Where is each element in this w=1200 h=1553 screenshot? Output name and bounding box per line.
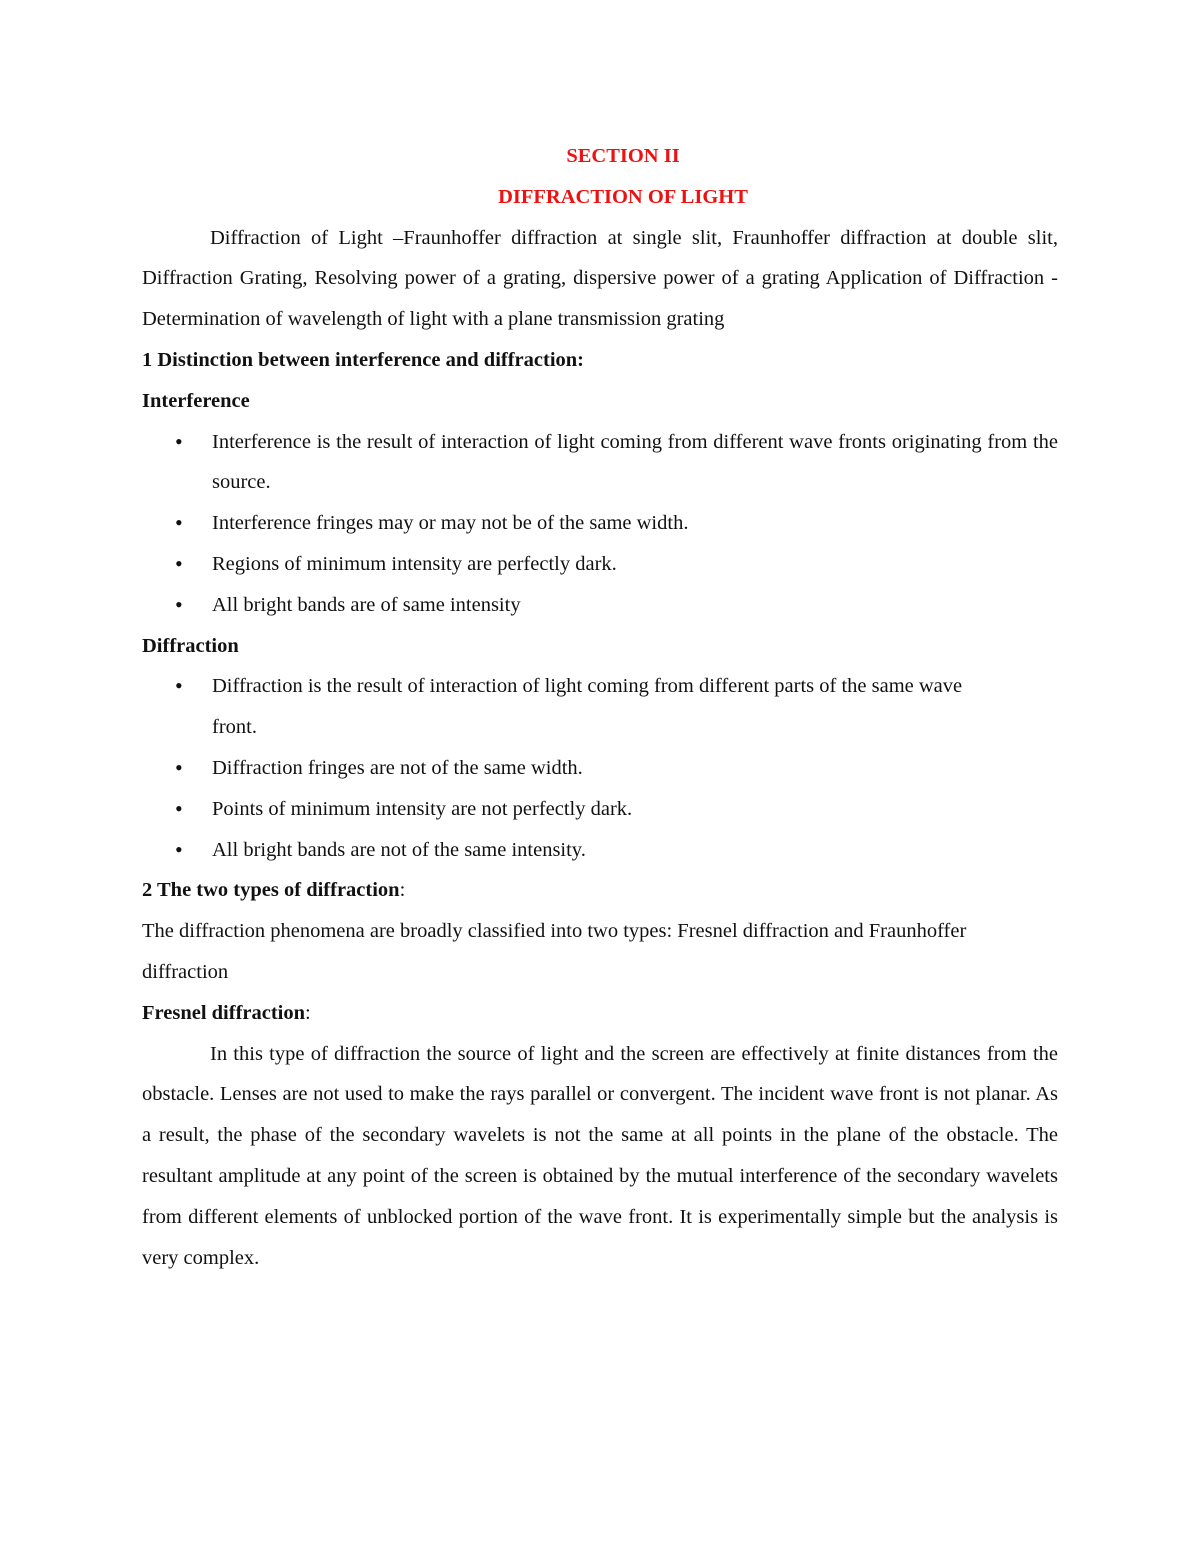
diffraction-list (142, 666, 1058, 870)
diffraction-heading: Diffraction (142, 634, 239, 657)
fresnel-paragraph: In this type of diffraction the source of light and the screen are effectively at finite distances from the obstacle. Lenses are not used to make the rays parallel or convergent. The incident wave front is not planar. As a result, the phase of the secondary wavelets is not the same at all points in the plane of the obstacle. The resultant amplitude at any point of the screen is obtained by the mutual interference of the secondary wavelets from different elements of unblocked portion of the wave front. It is experimentally simple but the analysis is very complex. (142, 1042, 1058, 1269)
list-item: • Regions of minimum intensity are perfectly dark. (142, 544, 1058, 585)
section2-heading: 2 The two types of diffraction (142, 879, 400, 902)
interference-heading: Interference (142, 389, 250, 412)
interference-list (142, 422, 1058, 626)
fresnel-heading: Fresnel diffraction (142, 1001, 306, 1024)
section2-heading-colon: : (399, 879, 406, 902)
fresnel-heading-colon: : (305, 1001, 311, 1024)
list-item: • Interference is the result of interaction of light coming from different wave fronts originating from the source. (142, 422, 1058, 504)
list-item: • All bright bands are not of the same intensity. (142, 830, 1058, 871)
section1-heading: 1 Distinction between interference and diffraction: (142, 348, 585, 371)
list-item: • All bright bands are of same intensity (142, 585, 1058, 626)
intro-paragraph: Diffraction of Light –Fraunhoffer diffraction at single slit, Fraunhoffer diffraction at double slit, Diffraction Grating, Resolving power of a grating, dispersive power of a grating Application of Diffraction - Determination of wavelength of light with a plane transmission grating (142, 226, 1058, 331)
list-item: • Diffraction is the result of interaction of light coming from different parts of the same wave front. (142, 666, 1002, 748)
list-item: • Interference fringes may or may not be of the same width. (142, 503, 1058, 544)
page-content (142, 136, 1058, 1278)
fresnel-heading-line (142, 993, 1058, 1034)
section2-heading-line (142, 870, 1058, 911)
section-title: SECTION II (566, 145, 680, 167)
section2-text: The diffraction phenomena are broadly classified into two types: Fresnel diffraction and Fraunhoffer diffraction (142, 920, 967, 983)
list-item: • Points of minimum intensity are not perfectly dark. (142, 789, 1058, 830)
chapter-title: DIFFRACTION OF LIGHT (498, 185, 748, 208)
list-item: • Diffraction fringes are not of the same width. (142, 748, 1058, 789)
